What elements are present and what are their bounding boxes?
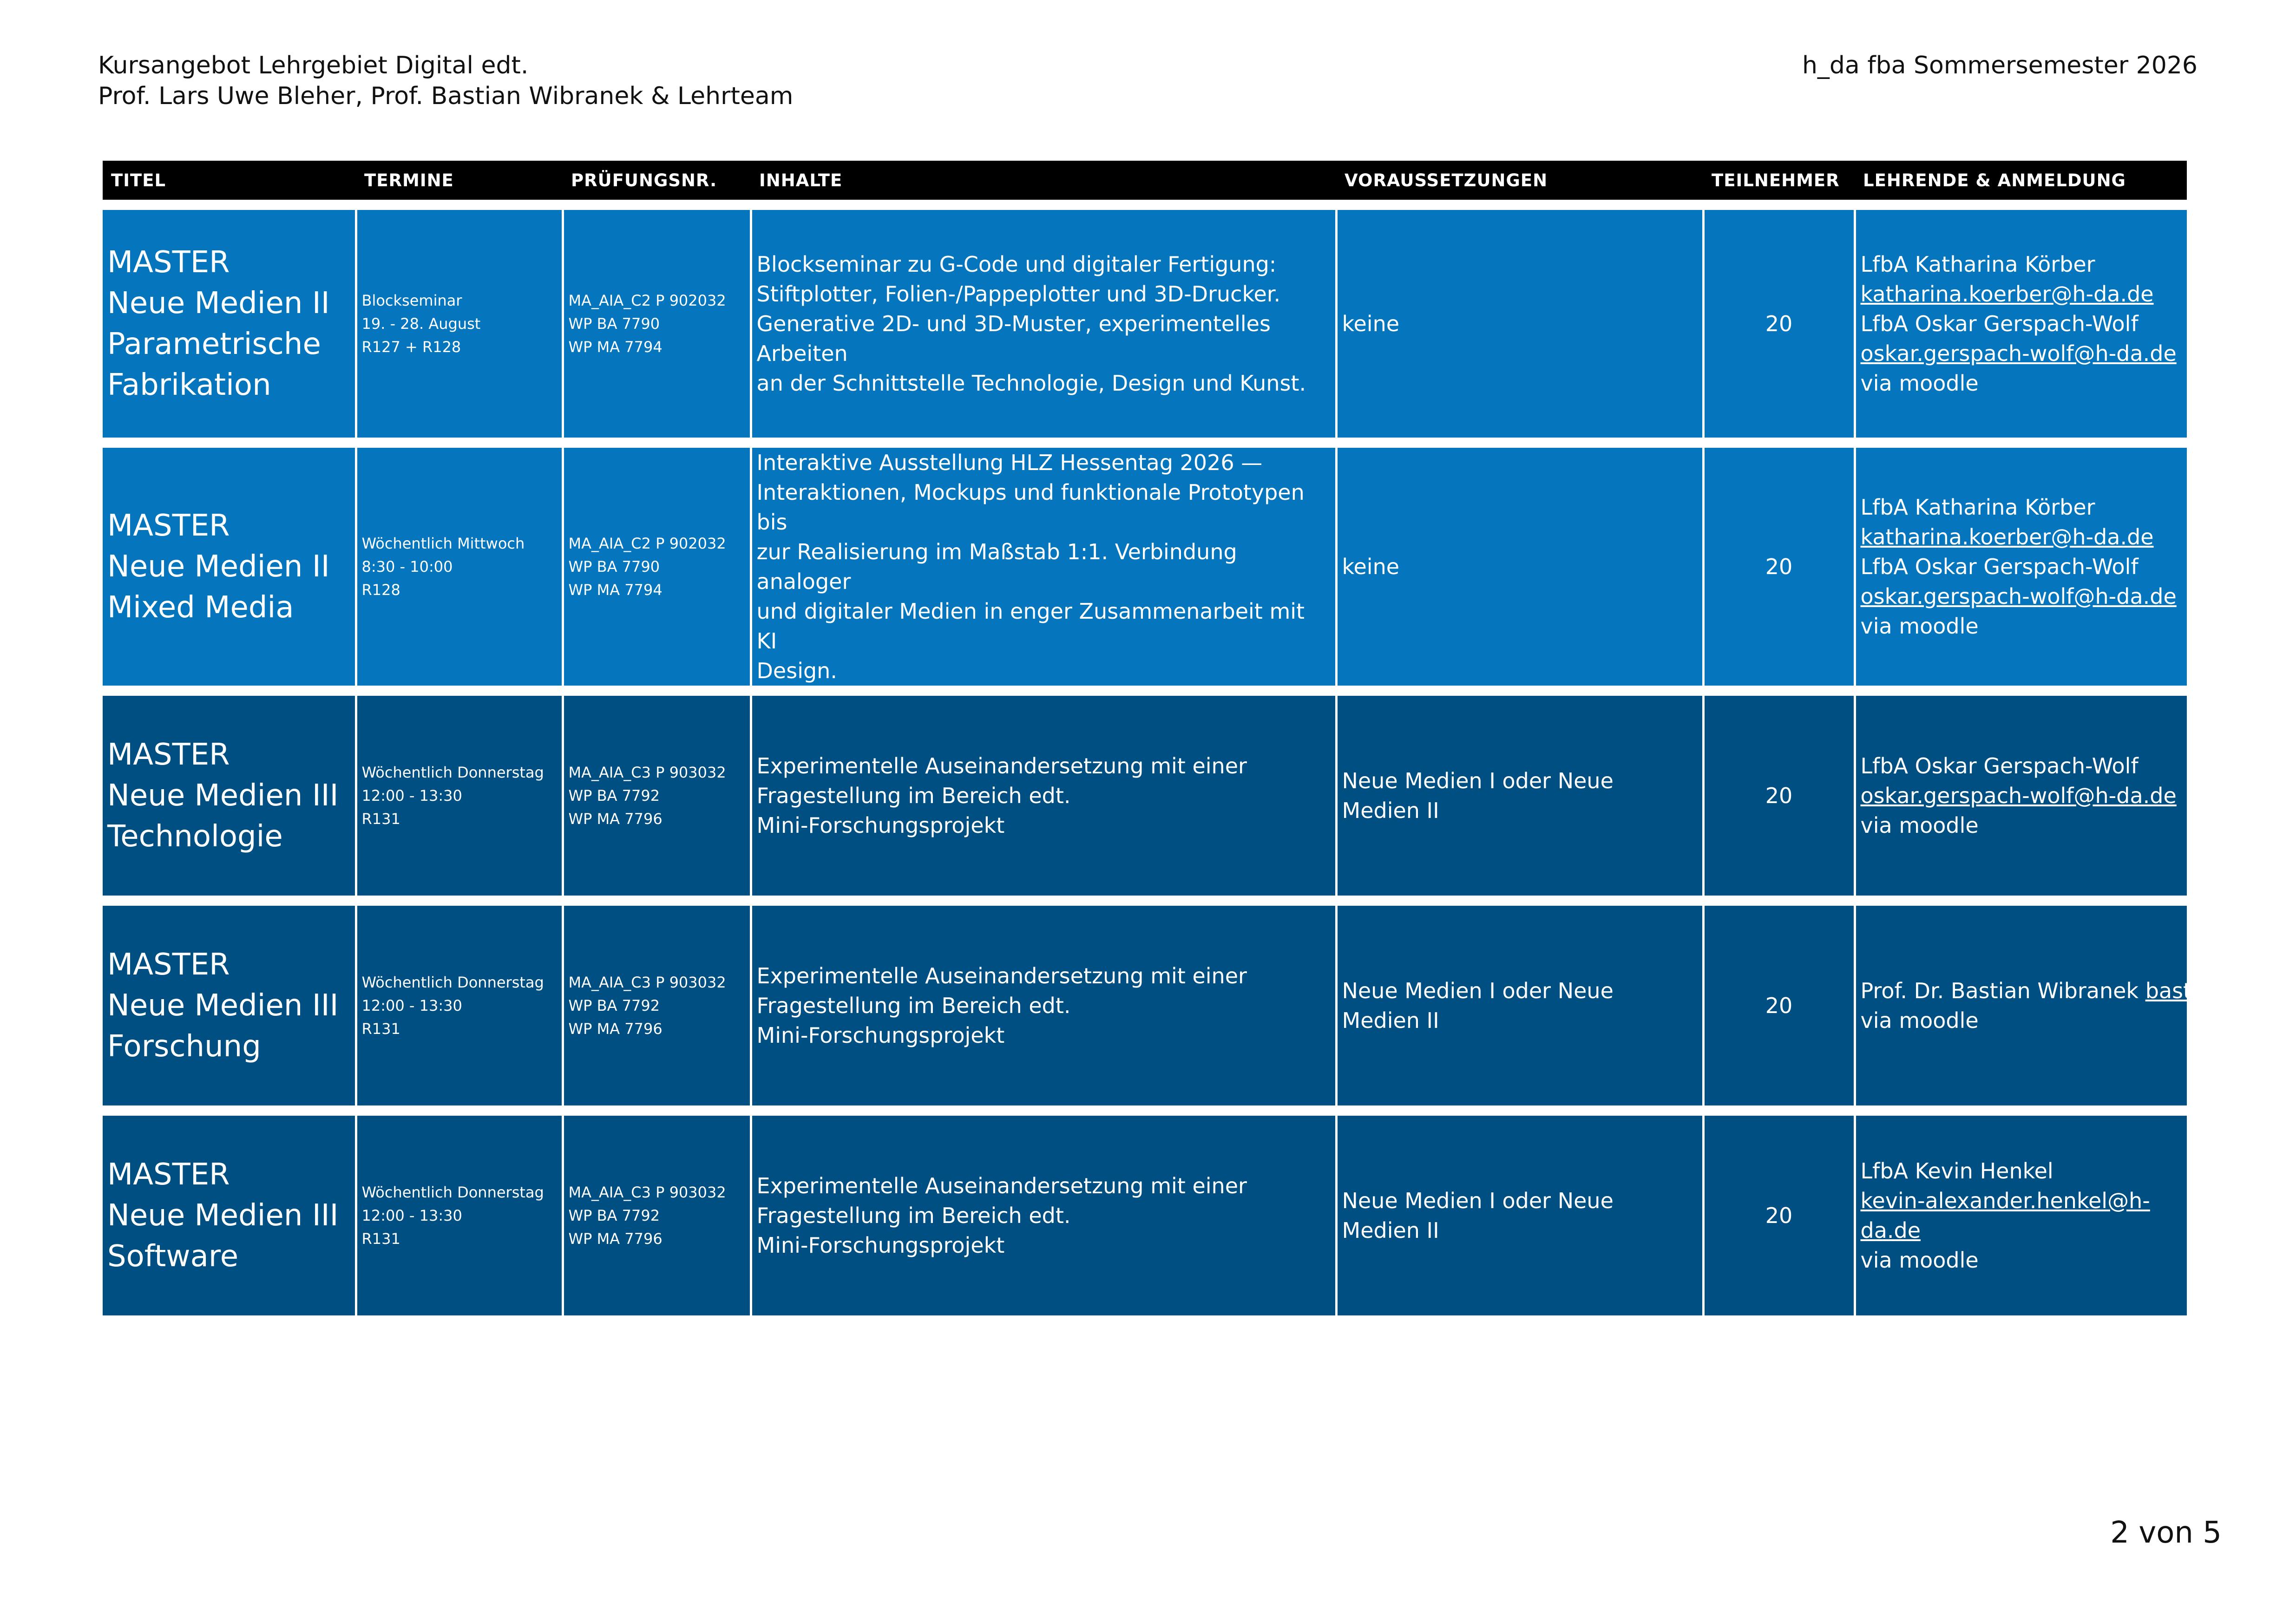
course-pruefungsnr: MA_AIA_C2 P 902032 WP BA 7790 WP MA 7794	[563, 448, 751, 686]
course-voraussetzungen: Neue Medien I oder Neue Medien II	[1336, 1116, 1703, 1315]
course-teilnehmer: 20	[1703, 448, 1855, 686]
document-header-left	[98, 50, 793, 111]
course-pruefungsnr: MA_AIA_C3 P 903032 WP BA 7792 WP MA 7796	[563, 1116, 751, 1315]
course-offer-title: Kursangebot Lehrgebiet Digital edt.	[98, 52, 529, 79]
table-header-row	[103, 161, 2187, 200]
course-pruefungsnr: MA_AIA_C3 P 903032 WP BA 7792 WP MA 7796	[563, 696, 751, 896]
email-link[interactable]: katharina.koerber@h-da.de	[1860, 281, 2154, 307]
course-lehrende: LfbA Kevin Henkel kevin-alexander.henkel@h- da.de via moodle	[1855, 1116, 2187, 1315]
course-lehrende: LfbA Katharina Körber katharina.koerber@h-da.de LfbA Oskar Gerspach-Wolf oskar.gerspach-wolf@h-da.de via moodle	[1855, 448, 2187, 686]
column-header-voraussetzungen: VORAUSSETZUNGEN	[1336, 161, 1703, 200]
professors-line: Prof. Lars Uwe Bleher, Prof. Bastian Wibranek & Lehrteam	[98, 82, 794, 110]
course-inhalte: Experimentelle Auseinandersetzung mit einer Fragestellung im Bereich edt. Mini-Forschungsprojekt	[751, 906, 1336, 1105]
course-lehrende: Prof. Dr. Bastian Wibranek bast via moodle	[1855, 906, 2187, 1105]
course-title: MASTER Neue Medien III Forschung	[103, 906, 356, 1105]
semester-label: h_da fba Sommersemester 2026	[1802, 52, 2198, 79]
course-inhalte: Experimentelle Auseinandersetzung mit einer Fragestellung im Bereich edt. Mini-Forschungsprojekt	[751, 696, 1336, 896]
course-voraussetzungen: Neue Medien I oder Neue Medien II	[1336, 906, 1703, 1105]
column-header-titel: TITEL	[103, 161, 356, 200]
course-lehrende: LfbA Oskar Gerspach-Wolf oskar.gerspach-wolf@h-da.de via moodle	[1855, 696, 2187, 896]
table-row	[103, 210, 2187, 438]
course-table	[103, 161, 2192, 1315]
email-link[interactable]: oskar.gerspach-wolf@h-da.de	[1860, 783, 2177, 808]
course-voraussetzungen: Neue Medien I oder Neue Medien II	[1336, 696, 1703, 896]
column-header-lehrende: LEHRENDE & ANMELDUNG	[1855, 161, 2187, 200]
table-row	[103, 1116, 2187, 1315]
page-number: 2 von 5	[2110, 1516, 2222, 1550]
course-title: MASTER Neue Medien III Technologie	[103, 696, 356, 896]
column-header-teilnehmer: TEILNEHMER	[1703, 161, 1855, 200]
column-header-termine: TERMINE	[356, 161, 563, 200]
course-inhalte: Blockseminar zu G-Code und digitaler Fertigung: Stiftplotter, Folien-/Pappeplotter und 3D-Drucker. Generative 2D- und 3D-Muster, experimentelles Arbeiten an der Schnittstelle Technologie, Design und Kunst.	[751, 210, 1336, 438]
table-row	[103, 696, 2187, 896]
course-teilnehmer: 20	[1703, 210, 1855, 438]
course-termine: Wöchentlich Donnerstag 12:00 - 13:30 R131	[356, 906, 563, 1105]
course-title: MASTER Neue Medien II Mixed Media	[103, 448, 356, 686]
email-link[interactable]: bast	[2145, 978, 2192, 1003]
course-termine: Wöchentlich Donnerstag 12:00 - 13:30 R131	[356, 696, 563, 896]
column-header-pruefungsnr: PRÜFUNGSNR.	[563, 161, 751, 200]
course-voraussetzungen: keine	[1336, 210, 1703, 438]
course-teilnehmer: 20	[1703, 696, 1855, 896]
course-lehrende: LfbA Katharina Körber katharina.koerber@h-da.de LfbA Oskar Gerspach-Wolf oskar.gerspach-wolf@h-da.de via moodle	[1855, 210, 2187, 438]
email-link[interactable]: da.de	[1860, 1218, 1921, 1243]
course-termine: Blockseminar 19. - 28. August R127 + R128	[356, 210, 563, 438]
course-title: MASTER Neue Medien II Parametrische Fabrikation	[103, 210, 356, 438]
email-link[interactable]: oskar.gerspach-wolf@h-da.de	[1860, 341, 2177, 366]
course-termine: Wöchentlich Donnerstag 12:00 - 13:30 R131	[356, 1116, 563, 1315]
course-inhalte: Interaktive Ausstellung HLZ Hessentag 2026 — Interaktionen, Mockups und funktionale Prototypen bis zur Realisierung im Maßstab 1:1. Verbindung analoger und digitaler Medien in enger Zusammenarbeit mit KI Design.	[751, 448, 1336, 686]
table-row	[103, 906, 2187, 1105]
column-header-inhalte: INHALTE	[751, 161, 1336, 200]
course-termine: Wöchentlich Mittwoch 8:30 - 10:00 R128	[356, 448, 563, 686]
email-link[interactable]: oskar.gerspach-wolf@h-da.de	[1860, 584, 2177, 609]
email-link[interactable]: kevin-alexander.henkel@h-	[1860, 1188, 2150, 1213]
course-pruefungsnr: MA_AIA_C3 P 903032 WP BA 7792 WP MA 7796	[563, 906, 751, 1105]
course-inhalte: Experimentelle Auseinandersetzung mit einer Fragestellung im Bereich edt. Mini-Forschungsprojekt	[751, 1116, 1336, 1315]
course-pruefungsnr: MA_AIA_C2 P 902032 WP BA 7790 WP MA 7794	[563, 210, 751, 438]
email-link[interactable]: katharina.koerber@h-da.de	[1860, 524, 2154, 549]
course-title: MASTER Neue Medien III Software	[103, 1116, 356, 1315]
course-voraussetzungen: keine	[1336, 448, 1703, 686]
course-teilnehmer: 20	[1703, 1116, 1855, 1315]
table-row	[103, 448, 2187, 686]
course-teilnehmer: 20	[1703, 906, 1855, 1105]
